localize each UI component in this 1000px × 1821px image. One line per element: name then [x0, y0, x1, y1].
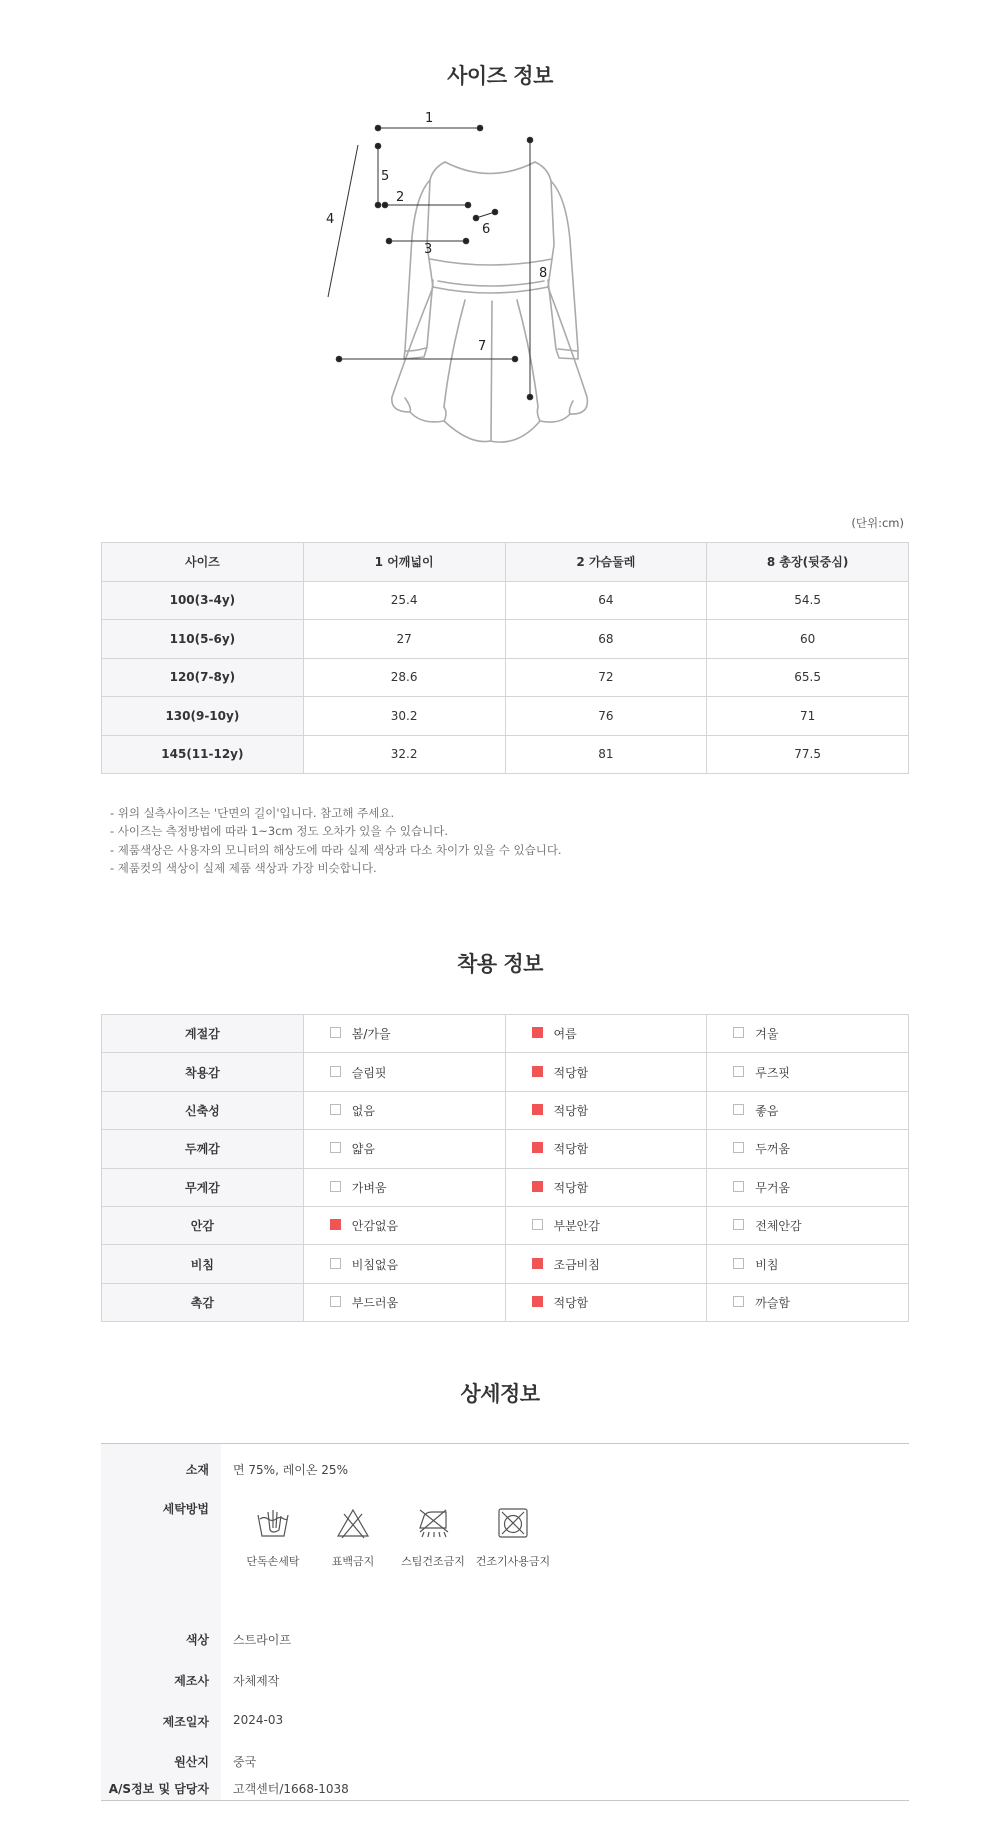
- detail-label-column: [101, 1444, 221, 1800]
- size-cell: 25.4: [303, 581, 505, 620]
- fit-option-label: 슬림핏: [351, 1065, 387, 1080]
- fit-row-label: 두께감: [102, 1130, 304, 1168]
- size-cell: 81: [505, 735, 707, 774]
- fit-option-label: 여름: [553, 1027, 577, 1042]
- fit-row-label: 착용감: [102, 1053, 304, 1091]
- note-line: - 위의 실측사이즈는 '단면의 길이'입니다. 참고해 주세요.: [110, 806, 395, 820]
- checked-box-icon: [330, 1219, 341, 1230]
- fit-option: [303, 1206, 505, 1244]
- size-table: [101, 542, 909, 774]
- fit-option: [505, 1053, 707, 1091]
- fit-row-label: 비침: [102, 1245, 304, 1283]
- fit-row: [102, 1015, 909, 1053]
- checked-box-icon: [532, 1181, 543, 1192]
- fit-row: [102, 1053, 909, 1091]
- diagram-label-1: 1: [425, 111, 434, 126]
- as-value: 고객센터/1668-1038: [233, 1782, 349, 1796]
- unchecked-box-icon: [733, 1104, 744, 1115]
- size-cell: 110(5-6y): [102, 620, 304, 659]
- size-table-header: [102, 543, 909, 582]
- diagram-label-2: 2: [396, 190, 405, 205]
- fit-option-label: 가벼움: [351, 1180, 387, 1195]
- fit-section-title: 착용 정보: [457, 952, 543, 976]
- wash-label-hand: 단독손세탁: [246, 1555, 300, 1568]
- checked-box-icon: [532, 1258, 543, 1269]
- fit-option-label: 까슬함: [755, 1295, 791, 1310]
- fit-option: [707, 1245, 909, 1283]
- fit-table: [101, 1014, 909, 1322]
- fit-option: [505, 1245, 707, 1283]
- diagram-label-5: 5: [381, 169, 390, 184]
- checked-box-icon: [532, 1066, 543, 1077]
- unchecked-box-icon: [330, 1066, 341, 1077]
- size-header-cell: 2 가슴둘레: [505, 543, 707, 582]
- fit-option: [707, 1091, 909, 1129]
- fit-option: [707, 1015, 909, 1053]
- fit-option-label: 안감없음: [351, 1219, 399, 1234]
- unchecked-box-icon: [733, 1296, 744, 1307]
- fit-option-label: 적당함: [553, 1295, 589, 1310]
- fit-option-label: 부드러움: [351, 1295, 399, 1310]
- fit-option: [707, 1130, 909, 1168]
- detail-section-title: 상세정보: [460, 1382, 540, 1406]
- fit-row: [102, 1245, 909, 1283]
- dress-measurement-diagram: [326, 111, 650, 480]
- fit-row-label: 신축성: [102, 1091, 304, 1129]
- wash-item: [313, 1500, 393, 1569]
- size-cell: 27: [303, 620, 505, 659]
- size-cell: 120(7-8y): [102, 658, 304, 697]
- size-cell: 64: [505, 581, 707, 620]
- unit-note: (단위:cm): [851, 516, 904, 530]
- fit-row: [102, 1091, 909, 1129]
- size-row: [102, 620, 909, 659]
- note-line: - 사이즈는 측정방법에 따라 1~3cm 정도 오차가 있을 수 있습니다.: [110, 824, 449, 839]
- fit-option: [505, 1206, 707, 1244]
- fit-row-label: 안감: [102, 1206, 304, 1244]
- fit-row: [102, 1206, 909, 1244]
- fit-option-label: 무거움: [755, 1180, 791, 1195]
- size-header-cell: 1 어깨넓이: [303, 543, 505, 582]
- fit-option-label: 적당함: [553, 1180, 589, 1195]
- fit-option-label: 비침: [755, 1257, 779, 1272]
- size-cell: 32.2: [303, 735, 505, 774]
- size-cell: 30.2: [303, 697, 505, 736]
- fit-option: [303, 1130, 505, 1168]
- fit-option: [505, 1283, 707, 1321]
- fit-option: [303, 1053, 505, 1091]
- origin-label: 원산지: [174, 1755, 209, 1769]
- fit-row-label: 촉감: [102, 1283, 304, 1321]
- wash-icons: [233, 1500, 553, 1569]
- size-cell: 72: [505, 658, 707, 697]
- maker-value: 자체제작: [233, 1674, 280, 1688]
- unchecked-box-icon: [330, 1104, 341, 1115]
- detail-info-panel: [101, 1443, 909, 1801]
- fit-option: [505, 1015, 707, 1053]
- material-label: 소재: [185, 1463, 209, 1477]
- maker-label: 제조사: [174, 1674, 209, 1688]
- fit-option: [505, 1091, 707, 1129]
- diagram-label-4: 4: [326, 212, 335, 227]
- unchecked-box-icon: [733, 1027, 744, 1038]
- fit-option-label: 조금비침: [553, 1257, 600, 1272]
- size-row: [102, 697, 909, 736]
- fit-option-label: 루즈핏: [755, 1065, 791, 1080]
- origin-value: 중국: [233, 1755, 257, 1769]
- checked-box-icon: [532, 1296, 543, 1307]
- no-steam-dry-icon: [416, 1506, 450, 1540]
- fit-option: [303, 1283, 505, 1321]
- fit-option-label: 겨울: [755, 1027, 779, 1042]
- diagram-label-7: 7: [478, 339, 487, 354]
- material-value: 면 75%, 레이온 25%: [233, 1463, 348, 1477]
- fit-option: [707, 1053, 909, 1091]
- size-cell: 28.6: [303, 658, 505, 697]
- color-label: 색상: [185, 1633, 209, 1647]
- unchecked-box-icon: [330, 1296, 341, 1307]
- wash-item: [393, 1500, 473, 1569]
- unchecked-box-icon: [733, 1142, 744, 1153]
- fit-row: [102, 1168, 909, 1206]
- fit-option-label: 두꺼움: [755, 1142, 791, 1157]
- date-value: 2024-03: [233, 1713, 284, 1727]
- checked-box-icon: [532, 1142, 543, 1153]
- unchecked-box-icon: [532, 1219, 543, 1230]
- unchecked-box-icon: [733, 1258, 744, 1269]
- fit-option-label: 비침없음: [351, 1257, 399, 1272]
- size-cell: 76: [505, 697, 707, 736]
- size-header-cell: 8 총장(뒷중심): [707, 543, 909, 582]
- fit-option-label: 적당함: [553, 1103, 589, 1118]
- checked-box-icon: [532, 1104, 543, 1115]
- fit-row-label: 계절감: [102, 1015, 304, 1053]
- wash-label: 세탁방법: [162, 1502, 209, 1516]
- size-cell: 60: [707, 620, 909, 659]
- wash-label-steam: 스팀건조금지: [401, 1555, 465, 1568]
- unchecked-box-icon: [330, 1258, 341, 1269]
- fit-option: [505, 1168, 707, 1206]
- fit-option: [707, 1283, 909, 1321]
- fit-option-label: 없음: [351, 1103, 375, 1118]
- fit-row: [102, 1130, 909, 1168]
- fit-option-label: 적당함: [553, 1142, 589, 1157]
- size-row: [102, 658, 909, 697]
- fit-option-label: 전체안감: [755, 1219, 802, 1234]
- fit-option-label: 봄/가을: [351, 1027, 391, 1042]
- wash-label-bleach: 표백금지: [331, 1555, 375, 1568]
- no-dryer-icon: [496, 1506, 530, 1540]
- diagram-label-6: 6: [482, 222, 491, 237]
- wash-label-dryer: 건조기사용금지: [475, 1555, 551, 1568]
- fit-option: [303, 1168, 505, 1206]
- fit-row-label: 무게감: [102, 1168, 304, 1206]
- fit-option: [707, 1206, 909, 1244]
- size-cell: 65.5: [707, 658, 909, 697]
- size-cell: 68: [505, 620, 707, 659]
- unchecked-box-icon: [733, 1219, 744, 1230]
- fit-option: [707, 1168, 909, 1206]
- fit-option-label: 부분안감: [553, 1219, 600, 1234]
- fit-option-label: 얇음: [351, 1142, 375, 1157]
- size-cell: 77.5: [707, 735, 909, 774]
- size-row: [102, 735, 909, 774]
- wash-item: [473, 1500, 553, 1569]
- hand-wash-icon: [256, 1506, 290, 1540]
- fit-option: [303, 1091, 505, 1129]
- size-cell: 100(3-4y): [102, 581, 304, 620]
- fit-row: [102, 1283, 909, 1321]
- fit-option-label: 적당함: [553, 1065, 589, 1080]
- size-cell: 130(9-10y): [102, 697, 304, 736]
- size-cell: 54.5: [707, 581, 909, 620]
- note-line: - 제품컷의 색상이 실제 제품 색상과 가장 비슷합니다.: [110, 860, 377, 875]
- no-bleach-icon: [336, 1506, 370, 1540]
- note-line: - 제품색상은 사용자의 모니터의 해상도에 따라 실제 색상과 다소 차이가 있을 수 있습니다.: [110, 842, 562, 857]
- size-cell: 145(11-12y): [102, 735, 304, 774]
- fit-option: [303, 1245, 505, 1283]
- diagram-label-8: 8: [539, 266, 548, 281]
- size-section-title: 사이즈 정보: [447, 64, 553, 88]
- color-value: 스트라이프: [233, 1633, 291, 1647]
- size-row: [102, 581, 909, 620]
- unchecked-box-icon: [330, 1027, 341, 1038]
- wash-item: [233, 1500, 313, 1569]
- fit-option: [505, 1130, 707, 1168]
- dress-outline-svg: [326, 111, 650, 480]
- fit-option: [303, 1015, 505, 1053]
- fit-option-label: 좋음: [755, 1103, 779, 1118]
- size-notes: [110, 804, 562, 877]
- unchecked-box-icon: [733, 1066, 744, 1077]
- checked-box-icon: [532, 1027, 543, 1038]
- as-label: A/S정보 및 담당자: [108, 1782, 209, 1796]
- date-label: 제조일자: [162, 1715, 209, 1729]
- diagram-label-3: 3: [424, 242, 433, 257]
- unchecked-box-icon: [330, 1181, 341, 1192]
- size-cell: 71: [707, 697, 909, 736]
- size-header-cell: 사이즈: [102, 543, 304, 582]
- unchecked-box-icon: [733, 1181, 744, 1192]
- unchecked-box-icon: [330, 1142, 341, 1153]
